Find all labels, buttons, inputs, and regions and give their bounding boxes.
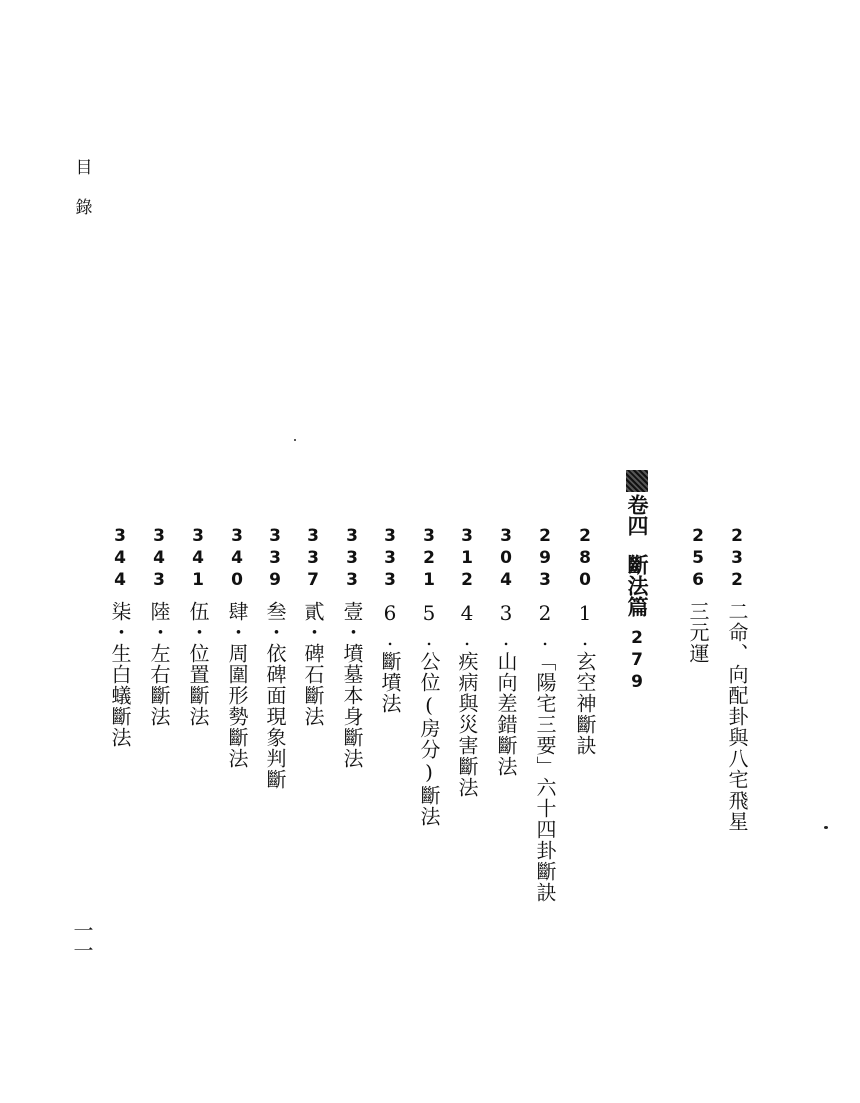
entry-title: 5.公位(房分)斷法 — [417, 601, 441, 827]
entry-title: 二命、向配卦與八宅飛星 — [725, 601, 749, 832]
toc-entry — [571, 525, 599, 756]
chapter-title: 卷四 — [625, 494, 650, 536]
entry-title: 伍・位置斷法 — [186, 601, 210, 727]
toc-entry — [531, 525, 559, 903]
toc-entry — [453, 525, 481, 798]
entry-title: 柒・生白蟻斷法 — [108, 601, 132, 748]
toc-entry — [106, 525, 134, 748]
entry-title: 4.疾病與災害斷法 — [455, 601, 479, 798]
entry-page-number: 3 1 2 — [461, 526, 473, 590]
chapter-mark-icon — [626, 470, 648, 492]
entry-title: 3.山向差錯斷法 — [494, 601, 518, 777]
entry-title: 6.斷墳法 — [378, 601, 402, 714]
toc-entry — [261, 525, 289, 790]
entry-page-number: 2 5 6 — [692, 526, 704, 590]
entry-page-number: 3 3 3 — [346, 526, 358, 590]
toc-entry — [723, 525, 751, 832]
entry-page-number: 3 4 1 — [192, 526, 204, 590]
toc-entry — [376, 525, 404, 714]
entry-title: 1.玄空神斷訣 — [573, 601, 597, 756]
running-header-char: 目 — [75, 158, 93, 178]
entry-title: 叁・依碑面現象判斷 — [263, 601, 287, 790]
entry-page-number: 2 9 3 — [539, 526, 551, 590]
chapter-page-number: 2 7 9 — [631, 628, 643, 692]
entry-page-number: 3 4 3 — [153, 526, 165, 590]
entry-page-number: 3 4 4 — [114, 526, 126, 590]
entry-page-number: 2 3 2 — [731, 526, 743, 590]
entry-page-number: 3 2 1 — [423, 526, 435, 590]
print-speck — [294, 439, 296, 441]
entry-title: 三元運 — [686, 601, 710, 664]
running-header-char: 錄 — [75, 198, 93, 218]
chapter-subtitle: 斷法篇 — [625, 554, 650, 617]
toc-entry — [145, 525, 173, 727]
entry-title: 貳・碑石斷法 — [301, 601, 325, 727]
page-number: 一一 — [70, 920, 94, 960]
entry-title: 2.「陽宅三要」六十四卦斷訣 — [533, 601, 557, 903]
toc-entry — [415, 525, 443, 827]
entry-title: 陸・左右斷法 — [147, 601, 171, 727]
entry-page-number: 3 3 3 — [384, 526, 396, 590]
entry-title: 壹・墳墓本身斷法 — [340, 601, 364, 769]
toc-entry — [492, 525, 520, 777]
toc-entry — [223, 525, 251, 769]
toc-entry — [184, 525, 212, 727]
toc-entry — [299, 525, 327, 727]
entry-page-number: 3 3 9 — [269, 526, 281, 590]
chapter-heading — [622, 470, 652, 693]
toc-entry — [684, 525, 712, 664]
entry-page-number: 3 3 7 — [307, 526, 319, 590]
entry-title: 肆・周圍形勢斷法 — [225, 601, 249, 769]
entry-page-number: 2 8 0 — [579, 526, 591, 590]
entry-page-number: 3 0 4 — [500, 526, 512, 590]
running-header — [72, 148, 96, 228]
toc-entry — [338, 525, 366, 769]
entry-page-number: 3 4 0 — [231, 526, 243, 590]
print-speck — [824, 826, 828, 829]
